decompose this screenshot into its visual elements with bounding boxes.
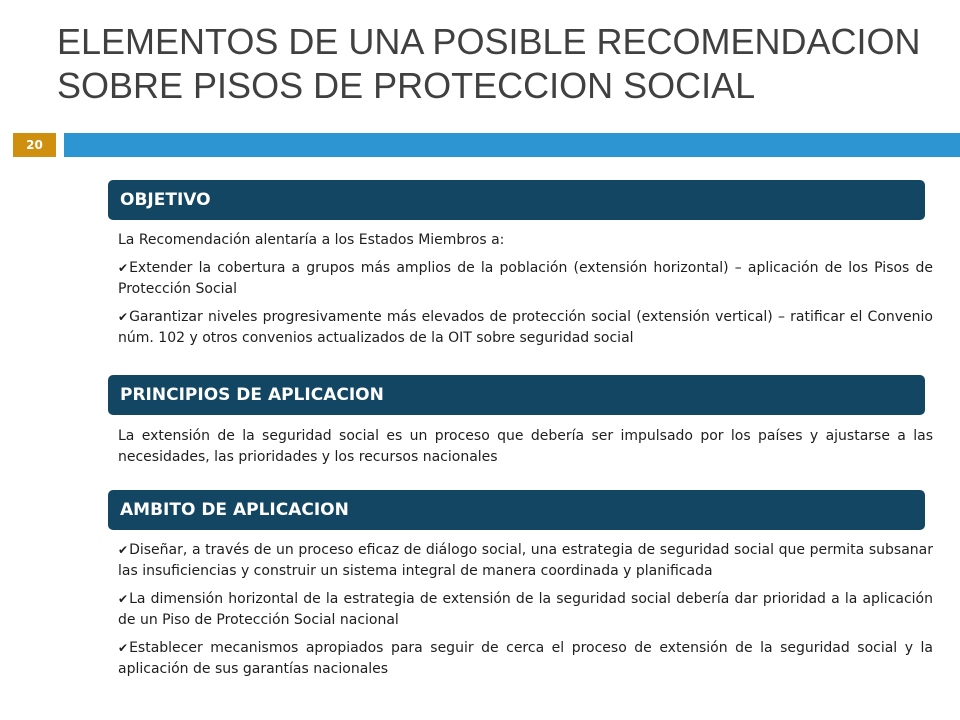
- section-body-ambito: [118, 540, 933, 687]
- principios-text: La extensión de la seguridad social es un proceso que debería ser impulsado por los países y ajustarse a las necesidades, las prioridades y los recursos nacionales: [118, 428, 933, 465]
- section-header-objetivo: OBJETIVO: [108, 180, 925, 220]
- list-item-text: Diseñar, a través de un proceso eficaz de diálogo social, una estrategia de seguridad social que permita subsanar las insuficiencias y construir un sistema integral de manera coordinada y planificada: [118, 542, 933, 579]
- list-item-text: Establecer mecanismos apropiados para seguir de cerca el proceso de extensión de la seguridad social y la aplicación de sus garantías nacionales: [118, 640, 933, 677]
- check-icon: ✔: [118, 641, 129, 655]
- page-number-badge: 20: [13, 133, 56, 157]
- section-header-principios: PRINCIPIOS DE APLICACION: [108, 375, 925, 415]
- section-body-principios: [118, 426, 933, 475]
- list-item-text: La dimensión horizontal de la estrategia de extensión de la seguridad social debería dar prioridad a la aplicación de un Piso de Protección Social nacional: [118, 591, 933, 628]
- check-icon: ✔: [118, 592, 129, 606]
- list-item: [118, 307, 933, 349]
- accent-bar: [64, 133, 960, 157]
- slide-title-line-1: ELEMENTOS DE UNA POSIBLE RECOMENDACION: [57, 21, 921, 62]
- slide-title: [57, 20, 957, 108]
- section-body-objetivo: [118, 230, 933, 356]
- check-icon: ✔: [118, 310, 129, 324]
- list-item: [118, 258, 933, 300]
- list-item-text: Extender la cobertura a grupos más amplios de la población (extensión horizontal) – aplicación de los Pisos de Protección Social: [118, 260, 933, 297]
- check-icon: ✔: [118, 543, 129, 557]
- slide-title-line-2: SOBRE PISOS DE PROTECCION SOCIAL: [57, 65, 756, 106]
- list-item: [118, 540, 933, 582]
- objetivo-intro: La Recomendación alentaría a los Estados Miembros a:: [118, 232, 505, 248]
- check-icon: ✔: [118, 261, 129, 275]
- list-item: [118, 638, 933, 680]
- list-item-text: Garantizar niveles progresivamente más elevados de protección social (extensión vertical) – ratificar el Convenio núm. 102 y otros convenios actualizados de la OIT sobre seguridad social: [118, 309, 933, 346]
- section-header-ambito: AMBITO DE APLICACION: [108, 490, 925, 530]
- list-item: [118, 589, 933, 631]
